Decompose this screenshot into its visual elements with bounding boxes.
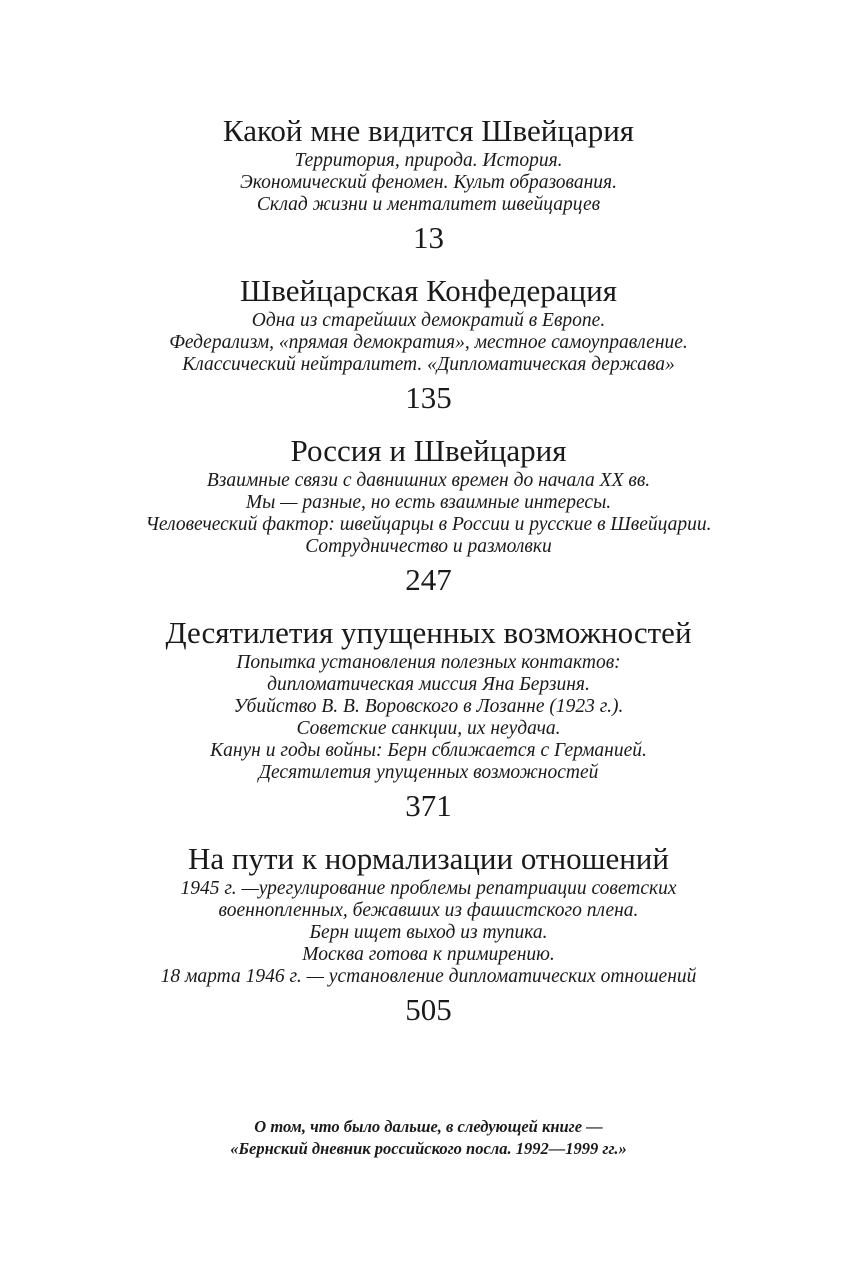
section-title: Десятилетия упущенных возможностей [165, 615, 692, 650]
description-line: Сотрудничество и размолвки [305, 536, 552, 557]
description-line: Советские санкции, их неудача. [296, 718, 561, 739]
table-of-contents [0, 112, 857, 1028]
footer-line: О том, что было дальше, в следующей книге — [254, 1117, 603, 1136]
page-number: 135 [405, 380, 452, 415]
description-line: Канун и годы войны: Берн сближается с Германией. [210, 740, 647, 761]
section-title: Россия и Швейцария [290, 433, 567, 468]
page-number: 371 [405, 788, 452, 823]
section-description [0, 470, 857, 558]
description-line: Берн ищет выход из тупика. [309, 922, 548, 943]
description-line: Десятилетия упущенных возможностей [258, 762, 599, 783]
section-title: Какой мне видится Швейцария [222, 113, 635, 148]
description-line: 1945 г. —урегулирование проблемы репатриации советских [180, 878, 677, 899]
section-description [0, 150, 857, 216]
description-line: Человеческий фактор: швейцарцы в России и русские в Швейцарии. [145, 514, 712, 535]
description-line: Убийство В. В. Воровского в Лозанне (1923 г.). [233, 696, 624, 717]
footer-note [0, 1116, 857, 1160]
description-line: Одна из старейших демократий в Европе. [251, 310, 606, 331]
page-number: 13 [413, 220, 444, 255]
description-line: дипломатическая миссия Яна Берзиня. [267, 674, 590, 695]
description-line: Москва готова к примирению. [302, 944, 555, 965]
description-line: Экономический феномен. Культ образования. [240, 172, 617, 193]
page-number: 247 [405, 562, 452, 597]
section-description [0, 310, 857, 376]
description-line: Мы — разные, но есть взаимные интересы. [245, 492, 612, 513]
footer-line: «Бернский дневник российского посла. 1992—1999 гг.» [230, 1139, 627, 1158]
toc-section-5 [0, 840, 857, 1028]
description-line: Федерализм, «прямая демократия», местное самоуправление. [169, 332, 688, 353]
description-line: 18 марта 1946 г. — установление дипломатических отношений [160, 966, 697, 987]
description-line: Взаимные связи с давнишних времен до начала XX вв. [206, 470, 651, 491]
toc-section-2 [0, 272, 857, 416]
section-title: Швейцарская Конфедерация [240, 273, 617, 308]
page-number: 505 [405, 992, 452, 1027]
description-line: военнопленных, бежавших из фашистского плена. [218, 900, 639, 921]
toc-section-1 [0, 112, 857, 256]
description-line: Классический нейтралитет. «Дипломатическая держава» [182, 354, 675, 375]
toc-section-4 [0, 614, 857, 824]
description-line: Склад жизни и менталитет швейцарцев [256, 194, 601, 215]
toc-section-3 [0, 432, 857, 598]
section-description [0, 878, 857, 988]
description-line: Территория, природа. История. [294, 150, 563, 171]
section-title: На пути к нормализации отношений [188, 841, 669, 876]
description-line: Попытка установления полезных контактов: [236, 652, 621, 673]
section-description [0, 652, 857, 784]
